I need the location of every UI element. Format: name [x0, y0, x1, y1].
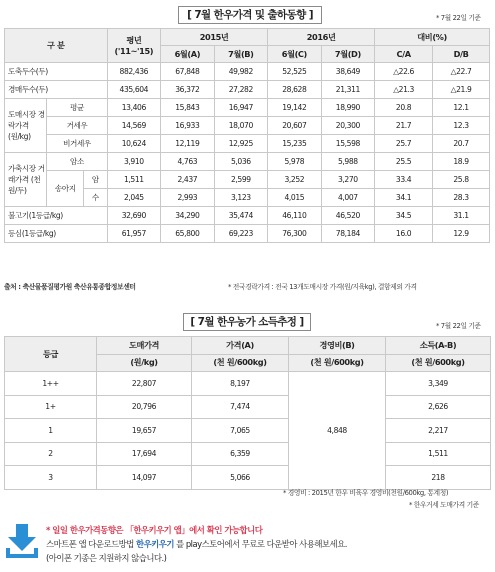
- table-row: [5, 63, 490, 81]
- cell: 4,007: [321, 189, 375, 207]
- cell: 36,372: [161, 81, 215, 99]
- cell: 21.7: [375, 117, 433, 135]
- cell: 76,300: [268, 225, 322, 243]
- table-row: [5, 395, 491, 419]
- cell: 4,015: [268, 189, 322, 207]
- table1-title: [ 7월 한우가격 및 출하동향 ]: [178, 6, 322, 24]
- table2-title: [ 7월 한우농가 소득추정 ]: [183, 313, 311, 331]
- cell: 1,511: [386, 442, 491, 466]
- table-header-row: [5, 337, 491, 355]
- cell: 3,123: [214, 189, 268, 207]
- cell: 3,349: [386, 372, 491, 396]
- table-row: [5, 372, 491, 396]
- table-row: [5, 225, 490, 243]
- cell: 3,252: [268, 171, 322, 189]
- cell: 15,843: [161, 99, 215, 117]
- row-label: 평균: [47, 99, 107, 117]
- cell: 65,800: [161, 225, 215, 243]
- cell: 16,933: [161, 117, 215, 135]
- table2-note-basis: * 한우거세 도매가격 기준: [409, 501, 479, 509]
- cell: 18.9: [433, 153, 490, 171]
- cell: 20,607: [268, 117, 322, 135]
- footer-line-3: (아이폰 기종은 지원하지 않습니다.): [46, 553, 167, 563]
- row-label: 수: [84, 189, 107, 207]
- cell: 15,598: [321, 135, 375, 153]
- header-price-unit: (천 원/600kg): [192, 354, 289, 372]
- cell: △21.3: [375, 81, 433, 99]
- cell: 12,119: [161, 135, 215, 153]
- cell: 1,511: [107, 171, 161, 189]
- cell: 38,649: [321, 63, 375, 81]
- cell: 25.8: [433, 171, 490, 189]
- cell: 21,311: [321, 81, 375, 99]
- header-avg: [107, 29, 161, 63]
- cell: 46,520: [321, 207, 375, 225]
- row-label: 등심(1등급/kg): [5, 225, 108, 243]
- table-row: [5, 466, 491, 490]
- cell: 34.5: [375, 207, 433, 225]
- cell: 78,184: [321, 225, 375, 243]
- cell: 5,988: [321, 153, 375, 171]
- grade-cell: 3: [5, 466, 97, 490]
- header-db: D/B: [433, 46, 490, 63]
- grade-cell: 1: [5, 419, 97, 443]
- header-wholesale-unit: (원/kg): [97, 354, 192, 372]
- cell: 19,142: [268, 99, 322, 117]
- cell: 7,474: [192, 395, 289, 419]
- row-label: 암: [84, 171, 107, 189]
- header-cost: 경영비(B): [289, 337, 386, 355]
- cell: 25.5: [375, 153, 433, 171]
- cell: 14,569: [107, 117, 161, 135]
- header-july-b: 7월(B): [214, 46, 268, 63]
- header-price: 가격(A): [192, 337, 289, 355]
- cell: 5,066: [192, 466, 289, 490]
- grade-cell: 1+: [5, 395, 97, 419]
- header-income-unit: (천 원/600kg): [386, 354, 491, 372]
- cell: 25.7: [375, 135, 433, 153]
- row-label: 거세우: [47, 117, 107, 135]
- cell: △22.7: [433, 63, 490, 81]
- cell: 18,070: [214, 117, 268, 135]
- cell: 14,097: [97, 466, 192, 490]
- table2-date-note: * 7월 22일 기준: [436, 322, 481, 330]
- cell: 5,978: [268, 153, 322, 171]
- cell: 28,628: [268, 81, 322, 99]
- row-label: 도축두수(두): [5, 63, 108, 81]
- cell: 34.1: [375, 189, 433, 207]
- cell: 2,993: [161, 189, 215, 207]
- calf-label: 송아지: [47, 171, 84, 207]
- cell: 3,270: [321, 171, 375, 189]
- footer-app-name: 한우키우기: [135, 539, 174, 549]
- cell: 15,235: [268, 135, 322, 153]
- cell: 20,300: [321, 117, 375, 135]
- footer-line-2-suffix: 를 play스토어에서 무료로 다운받아 사용해보세요.: [173, 539, 347, 549]
- table-row: [5, 442, 491, 466]
- header-avg-years: ('11~'15): [114, 45, 154, 56]
- table-row: [5, 99, 490, 117]
- header-category: 구 분: [5, 29, 108, 63]
- table-row: [5, 419, 491, 443]
- cell: 16.0: [375, 225, 433, 243]
- table-row: [5, 81, 490, 99]
- cell: 218: [386, 466, 491, 490]
- cell: △21.9: [433, 81, 490, 99]
- cost-cell: 4,848: [289, 372, 386, 490]
- header-wholesale: 도매가격: [97, 337, 192, 355]
- row-label: 불고기(1등급/kg): [5, 207, 108, 225]
- cell: 18,990: [321, 99, 375, 117]
- header-compare: 대비(%): [375, 29, 490, 46]
- cell: 6,359: [192, 442, 289, 466]
- table-row: [5, 135, 490, 153]
- table-row: [5, 207, 490, 225]
- row-label: 비거세우: [47, 135, 107, 153]
- cell: 19,657: [97, 419, 192, 443]
- cell: 12.3: [433, 117, 490, 135]
- cell: 35,474: [214, 207, 268, 225]
- table2-note-cost: * 경영비 : 2015년 한우 비육우 경영비(천원/600kg, 통계청): [283, 489, 449, 497]
- cell: 12.1: [433, 99, 490, 117]
- cell: 34,290: [161, 207, 215, 225]
- cell: 33.4: [375, 171, 433, 189]
- cell: 7,065: [192, 419, 289, 443]
- header-july-d: 7월(D): [321, 46, 375, 63]
- row-label: 경매두수(두): [5, 81, 108, 99]
- header-2016: 2016년: [268, 29, 375, 46]
- table-row: [5, 171, 490, 189]
- cell: 2,045: [107, 189, 161, 207]
- grade-cell: 1++: [5, 372, 97, 396]
- table1-footnote: * 전국경락가격 : 전국 13개도매시장 가격(원/지육kg), 결함제외 가격: [228, 283, 417, 291]
- header-avg-label: 평년: [126, 34, 142, 45]
- header-2015: 2015년: [161, 29, 268, 46]
- table1-date-note: * 7월 22일 기준: [436, 14, 481, 22]
- cell: 61,957: [107, 225, 161, 243]
- cell: 882,436: [107, 63, 161, 81]
- group-label-livestock: 가축시장 거래가격 (천 원/두): [5, 153, 47, 207]
- table-row: [5, 117, 490, 135]
- cell: △22.6: [375, 63, 433, 81]
- table1-source: 출처 : 축산물품질평가원 축산유통종합정보센터: [4, 283, 136, 291]
- header-june-c: 6월(C): [268, 46, 322, 63]
- cell: 28.3: [433, 189, 490, 207]
- price-trend-table: [4, 28, 490, 243]
- cell: 69,223: [214, 225, 268, 243]
- cell: 2,599: [214, 171, 268, 189]
- footer-line-2: [46, 538, 347, 550]
- cell: 4,763: [161, 153, 215, 171]
- cell: 31.1: [433, 207, 490, 225]
- cell: 22,807: [97, 372, 192, 396]
- cell: 10,624: [107, 135, 161, 153]
- header-cost-unit: (천 원/600kg): [289, 354, 386, 372]
- cell: 8,197: [192, 372, 289, 396]
- download-icon: [4, 522, 40, 560]
- group-label-auction: 도매시장 경락가격 (원/kg): [5, 99, 47, 153]
- cell: 17,694: [97, 442, 192, 466]
- cell: 5,036: [214, 153, 268, 171]
- header-grade: 등급: [5, 337, 97, 372]
- table-row: [5, 153, 490, 171]
- cell: 435,604: [107, 81, 161, 99]
- cell: 20.8: [375, 99, 433, 117]
- cell: 67,848: [161, 63, 215, 81]
- cell: 3,910: [107, 153, 161, 171]
- cell: 20,796: [97, 395, 192, 419]
- header-income: 소득(A-B): [386, 337, 491, 355]
- header-ca: C/A: [375, 46, 433, 63]
- cell: 20.7: [433, 135, 490, 153]
- footer-line-2-prefix: 스마트폰 앱 다운로드방법: [46, 539, 136, 549]
- cell: 13,406: [107, 99, 161, 117]
- cell: 2,626: [386, 395, 491, 419]
- table-header-row: [5, 29, 490, 46]
- cell: 27,282: [214, 81, 268, 99]
- row-label: 암소: [47, 153, 107, 171]
- cell: 46,110: [268, 207, 322, 225]
- cell: 12.9: [433, 225, 490, 243]
- cell: 2,437: [161, 171, 215, 189]
- grade-cell: 2: [5, 442, 97, 466]
- header-june-a: 6월(A): [161, 46, 215, 63]
- cell: 12,925: [214, 135, 268, 153]
- cell: 16,947: [214, 99, 268, 117]
- cell: 52,525: [268, 63, 322, 81]
- footer-line-1: * 일일 한우가격동향은 「한우키우기 앱」에서 확인 가능합니다: [46, 525, 263, 535]
- income-estimate-table: [4, 336, 491, 490]
- cell: 2,217: [386, 419, 491, 443]
- cell: 49,982: [214, 63, 268, 81]
- cell: 32,690: [107, 207, 161, 225]
